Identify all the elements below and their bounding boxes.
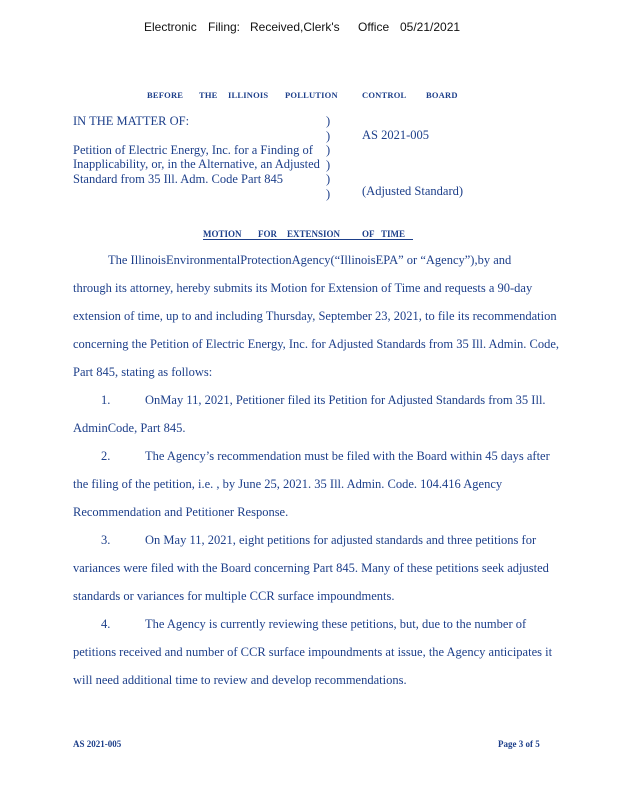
stamp-date: 05/21/2021 [400,20,461,34]
petition-line-1: Petition of Electric Energy, Inc. for a Finding of [73,142,313,157]
item-1-line-2: AdminCode, Part 845. [73,421,186,435]
motion-title-for: FOR [258,229,277,239]
motion-title-extension: EXTENSION [287,229,341,239]
stamp-electronic: Electronic [144,20,197,34]
motion-title-motion: MOTION [203,229,242,239]
board-heading-pollution: POLLUTION [285,90,338,100]
petition-line-2: Inapplicability, or, in the Alternative, an Adjusted [73,157,320,171]
caption-parentheses: ) ) ) ) ) ) [326,114,331,201]
board-heading-illinois: ILLINOIS [228,90,269,100]
intro-line-3: extension of time, up to and including Thursday, September 23, 2021, to file its recommendation [73,309,557,323]
item-2-number: 2. [101,449,111,463]
intro-line-2: through its attorney, hereby submits its Motion for Extension of Time and requests a 90-day [73,281,533,295]
item-4-line-1: The Agency is currently reviewing these petitions, but, due to the number of [145,617,527,631]
board-heading-the: THE [199,90,218,100]
stamp-received: Received,Clerk's [250,20,340,34]
item-4-line-2: petitions received and number of CCR surface impoundments at issue, the Agency anticipates it [73,645,553,659]
item-3-line-2: variances were filed with the Board concerning Part 845. Many of these petitions seek adjusted [73,561,549,575]
stamp-office: Office [358,20,390,34]
board-heading-before: BEFORE [147,90,184,100]
stamp-filing: Filing: [208,20,241,34]
motion-title-of: OF [362,229,375,239]
matter-label: IN THE MATTER OF: [73,114,190,128]
intro-line-5: Part 845, stating as follows: [73,365,213,379]
item-4-line-3: will need additional time to review and develop recommendations. [73,673,407,687]
footer-page-number: Page 3 of 5 [498,739,540,749]
item-2-line-3: Recommendation and Petitioner Response. [73,505,289,519]
item-2-line-2: the filing of the petition, i.e. , by June 25, 2021. 35 Ill. Admin. Code. 104.416 Agency [73,477,503,491]
board-heading-board: BOARD [426,90,458,100]
item-3-number: 3. [101,533,111,547]
item-3-line-3: standards or variances for multiple CCR surface impoundments. [73,589,395,603]
item-2-line-1: The Agency’s recommendation must be filed with the Board within 45 days after [145,449,550,463]
item-4-number: 4. [101,617,111,631]
item-1-number: 1. [101,393,111,407]
intro-line-4: concerning the Petition of Electric Energy, Inc. for Adjusted Standards from 35 Ill. Admin. Code, [73,337,560,351]
case-caption [73,114,320,186]
motion-title-time: TIME [381,229,406,239]
case-number: AS 2021-005 [362,128,430,142]
board-heading-control: CONTROL [362,90,407,100]
petition-line-3: Standard from 35 Ill. Adm. Code Part 845 [73,171,284,186]
intro-line-1: The IllinoisEnvironmentalProtectionAgency(“IllinoisEPA” or “Agency”),by and [108,253,512,267]
motion-title-underline [203,239,413,240]
footer-case-number: AS 2021-005 [73,739,122,749]
case-type: (Adjusted Standard) [362,184,464,198]
item-3-line-1: On May 11, 2021, eight petitions for adjusted standards and three petitions for [145,533,537,547]
item-1-line-1: OnMay 11, 2021, Petitioner filed its Petition for Adjusted Standards from 35 Ill. [145,393,546,407]
